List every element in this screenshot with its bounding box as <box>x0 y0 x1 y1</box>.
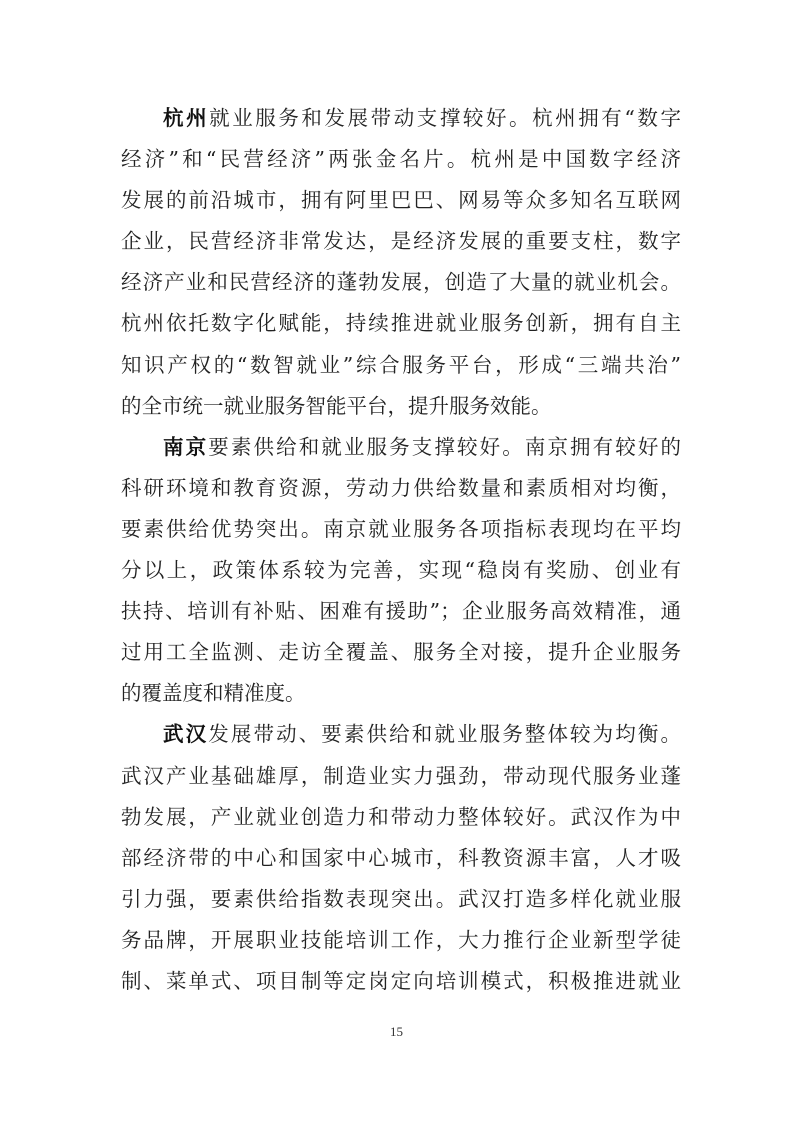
paragraph-1-line-6: 杭州依托数字化赋能，持续推进就业服务创新，拥有自主 <box>121 311 681 336</box>
paragraph-2-line-2: 科研环境和教育资源，劳动力供给数量和素质相对均衡， <box>121 475 681 500</box>
paragraph-3-line-5: 引力强，要素供给指数表现突出。武汉打造多样化就业服 <box>121 886 681 911</box>
paragraph-2-line-1 <box>121 427 681 468</box>
paragraph-2-line-5: 扶持、培训有补贴、困难有援助”；企业服务高效精准，通 <box>121 599 681 624</box>
paragraph-1-line-2: 经济”和“民营经济”两张金名片。杭州是中国数字经济 <box>121 147 681 172</box>
paragraph-3-line-4: 部经济带的中心和国家中心城市，科教资源丰富，人才吸 <box>121 845 681 870</box>
paragraph-3-keyword: 武汉 <box>163 722 209 747</box>
paragraph-1-line-5: 经济产业和民营经济的蓬勃发展，创造了大量的就业机会。 <box>121 270 681 295</box>
paragraph-2-line-4: 分以上，政策体系较为完善，实现“稳岗有奖励、创业有 <box>121 558 681 583</box>
paragraph-2-line-7: 的覆盖度和精准度。 <box>121 681 306 706</box>
paragraph-3-line-1 <box>121 714 681 755</box>
paragraph-3-line-6: 务品牌，开展职业技能培训工作，大力推行企业新型学徒 <box>121 927 681 952</box>
paragraph-1-line-1 <box>121 98 681 139</box>
paragraph-3-line-7: 制、菜单式、项目制等定岗定向培训模式，积极推进就业 <box>121 968 681 993</box>
paragraph-2-line-1-text: 要素供给和就业服务支撑较好。南京拥有较好的 <box>208 434 682 459</box>
body-text <box>121 98 681 1002</box>
paragraph-2-keyword: 南京 <box>163 434 209 459</box>
paragraph-1-line-1-text: 就业服务和发展带动支撑较好。杭州拥有“数字 <box>209 106 681 130</box>
paragraph-1-line-8: 的全市统一就业服务智能平台，提升服务效能。 <box>121 393 552 418</box>
paragraph-1-keyword: 杭州 <box>163 106 210 130</box>
page-number: 15 <box>390 1024 403 1039</box>
paragraph-2-line-3: 要素供给优势突出。南京就业服务各项指标表现均在平均 <box>121 516 681 541</box>
paragraph-3-line-1-text: 发展带动、要素供给和就业服务整体较为均衡。 <box>208 722 682 747</box>
paragraph-3-line-2: 武汉产业基础雄厚，制造业实力强劲，带动现代服务业蓬 <box>121 763 681 788</box>
paragraph-3-line-3: 勃发展，产业就业创造力和带动力整体较好。武汉作为中 <box>121 804 681 829</box>
paragraph-1-line-7: 知识产权的“数智就业”综合服务平台，形成“三端共治” <box>121 352 681 377</box>
paragraph-2-line-6: 过用工全监测、走访全覆盖、服务全对接，提升企业服务 <box>121 640 681 665</box>
paragraph-1-line-3: 发展的前沿城市，拥有阿里巴巴、网易等众多知名互联网 <box>121 188 681 213</box>
paragraph-1-line-4: 企业，民营经济非常发达，是经济发展的重要支柱，数字 <box>121 229 681 254</box>
